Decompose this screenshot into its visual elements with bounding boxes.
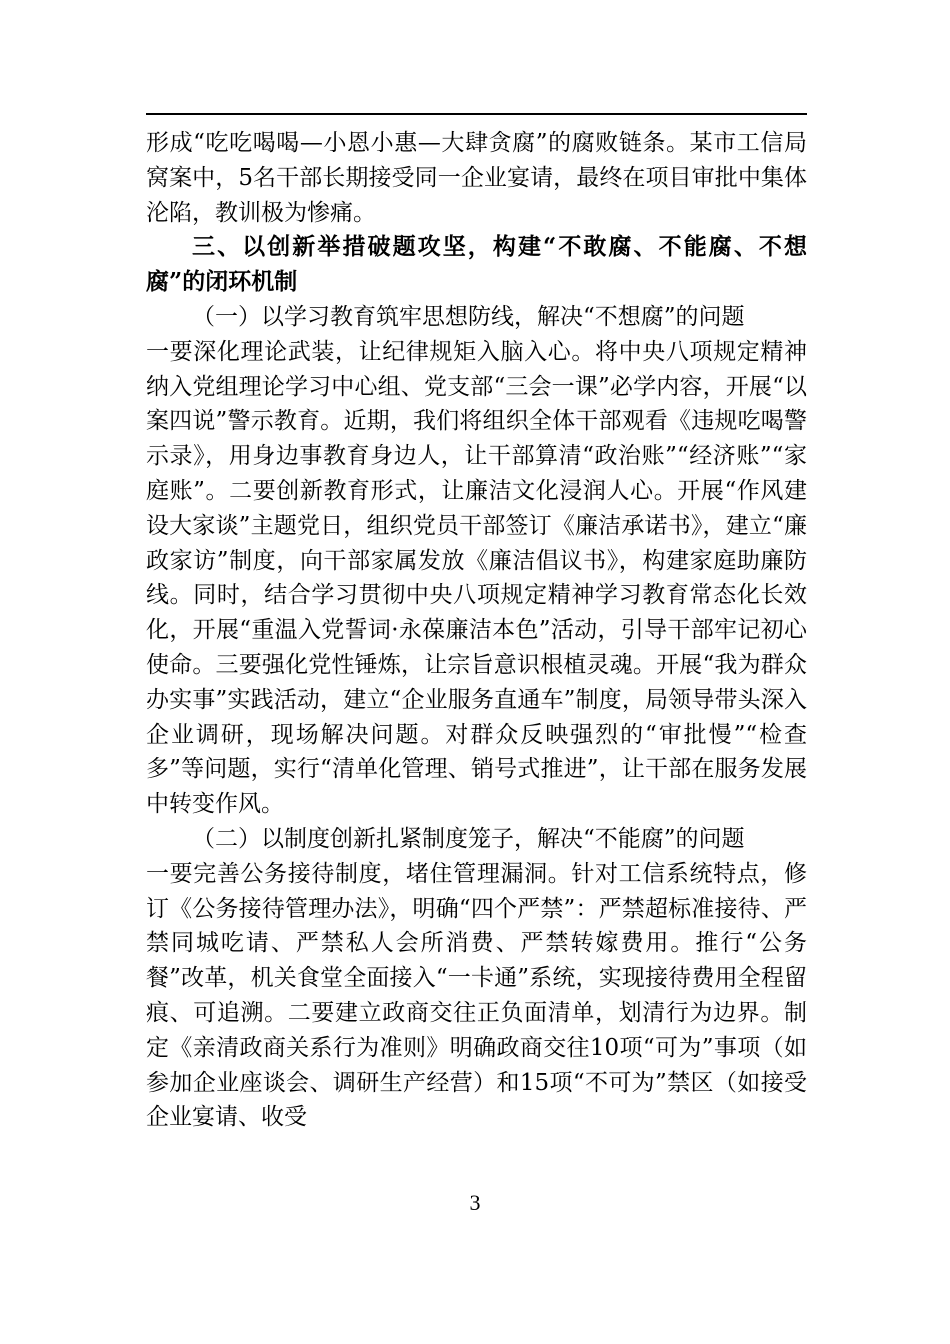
paragraph-body-1: 一要深化理论武装，让纪律规矩入脑入心。将中央八项规定精神纳入党组理论学习中心组、党支部“三会一课”必学内容，开展“以案四说”警示教育。近期，我们将组织全体干部观看《违规吃喝警示录》，用身边事教育身边人，让干部算清“政治账”“经济账”“家庭账”。二要创新教育形式，让廉洁文化浸润人心。开展“作风建设大家谈”主题党日，组织党员干部签订《廉洁承诺书》，建立“廉政家访”制度，向干部家属发放《廉洁倡议书》，构建家庭助廉防线。同时，结合学习贯彻中央八项规定精神学习教育常态化长效化，开展“重温入党誓词·永葆廉洁本色”活动，引导干部牢记初心使命。三要强化党性锤炼，让宗旨意识根植灵魂。开展“我为群众办实事”实践活动，建立“企业服务直通车”制度，局领导带头深入企业调研，现场解决问题。对群众反映强烈的“审批慢”“检查多”等问题，实行“清单化管理、销号式推进”，让干部在服务发展中转变作风。 [146, 338, 807, 818]
page-number: 3 [469, 1190, 481, 1215]
paragraph-body-2: 一要完善公务接待制度，堵住管理漏洞。针对工信系统特点，修订《公务接待管理办法》，明确“四个严禁”：严禁超标准接待、严禁同城吃请、严禁私人会所消费、严禁转嫁费用。推行“公务餐”改革，机关食堂全面接入“一卡通”系统，实现接待费用全程留痕、可追溯。二要建立政商交往正负面清单，划清行为边界。制定《亲清政商关系行为准则》明确政商交往10项“可为”事项（如参加企业座谈会、调研生产经营）和15项“不可为”禁区（如接受企业宴请、收受 [146, 860, 807, 1131]
subsection-heading-1: （一）以学习教育筑牢思想防线，解决“不想腐”的问题 [192, 303, 745, 330]
document-body [146, 126, 807, 1135]
section-heading-3: 三、以创新举措破题攻坚，构建“不敢腐、不能腐、不想腐”的闭环机制 [146, 233, 807, 296]
header-rule [146, 113, 807, 115]
subsection-heading-2: （二）以制度创新扎紧制度笼子，解决“不能腐”的问题 [192, 825, 745, 852]
paragraph-continuation-1: 形成“吃吃喝喝—小恩小惠—大肆贪腐”的腐败链条。某市工信局窝案中，5名干部长期接受同一企业宴请，最终在项目审批中集体沦陷，教训极为惨痛。 [146, 130, 807, 226]
